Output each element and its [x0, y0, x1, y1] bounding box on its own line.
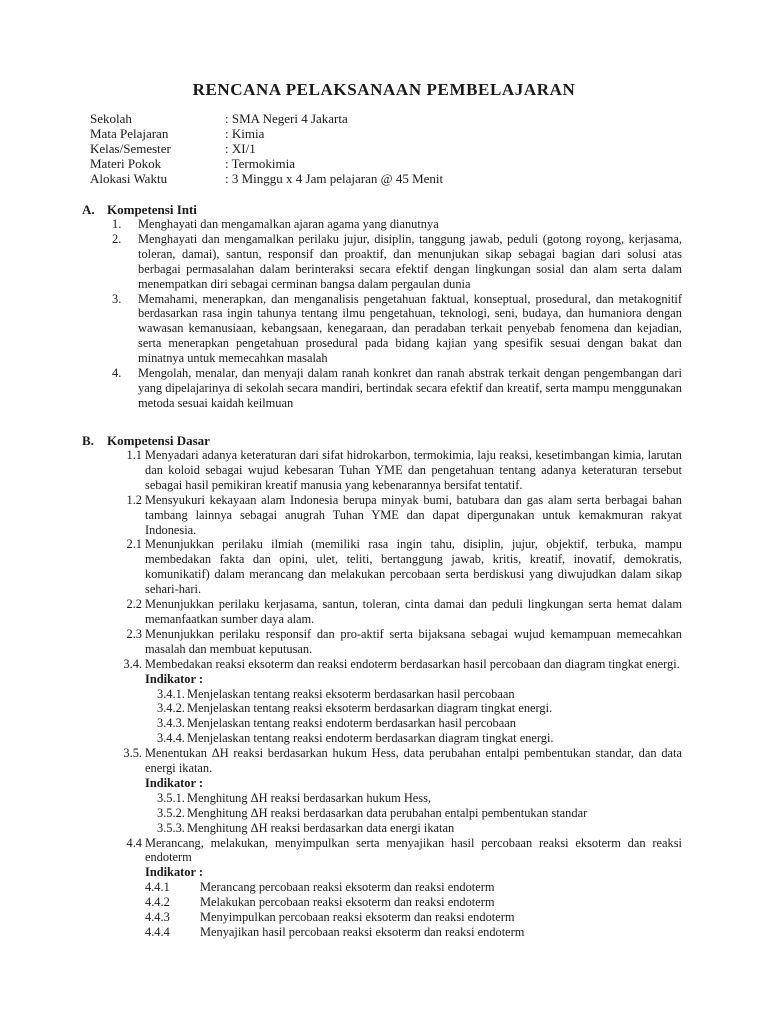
section-heading-text: Kompetensi Dasar [107, 433, 210, 448]
document-title: RENCANA PELAKSANAAN PEMBELAJARAN [192, 80, 576, 99]
indikator-text: Menyajikan hasil percobaan reaksi eksoterm dan reaksi endoterm [200, 925, 525, 939]
list-text: Menentukan ΔH reaksi berdasarkan hukum Hess, data perubahan entalpi pembentukan standar, dan data energi ikatan. [145, 746, 682, 776]
indikator-number: 4.4.4 [145, 925, 170, 939]
indikator-item [82, 910, 682, 925]
ki-list [82, 217, 682, 411]
indikator-item [82, 716, 682, 731]
info-label: Mata Pelajaran [90, 126, 169, 141]
indikator-number: 3.5.2. [157, 805, 185, 820]
list-number: 1.2 [126, 492, 142, 507]
list-text: Mensyukuri kekayaan alam Indonesia berupa minyak bumi, batubara dan gas alam serta berbagai bahan tambang lainnya sebagai anugrah Tuhan YME dan dapat dipergunakan untuk kemakmuran rakyat Indonesia. [145, 492, 682, 537]
indikator-item [82, 925, 682, 940]
info-row-mata-pelajaran [90, 126, 443, 141]
list-item [82, 366, 682, 411]
list-text: Menyadari adanya keteraturan dari sifat hidrokarbon, termokimia, laju reaksi, kesetimbangan kimia, larutan dan koloid sebagai wujud kebesaran Tuhan YME dan pengetahuan tentang adanya keteraturan tersebut sebagai hasil pemikiran kreatif manusia yang kebenarannya bersifat tentatif. [145, 448, 682, 492]
indikator-item [82, 895, 682, 910]
list-item [82, 448, 682, 493]
indikator-number: 4.4.3 [145, 910, 170, 925]
list-text: Menunjukkan perilaku kerjasama, santun, toleran, cinta damai dan peduli lingkungan serta hemat dalam memanfaatkan sumber daya alam. [145, 597, 682, 626]
indikator-text: Menjelaskan tentang reaksi eksoterm berdasarkan diagram tingkat energi. [187, 701, 553, 716]
indikator-item [82, 701, 682, 716]
list-item [82, 627, 682, 657]
list-number: 2.1 [126, 537, 142, 552]
indikator-text: Menghitung ΔH reaksi berdasarkan data energi ikatan [187, 820, 455, 835]
info-row-kelas-semester [90, 141, 443, 156]
section-kompetensi-dasar [82, 433, 682, 940]
info-value: : Kimia [225, 126, 265, 141]
indikator-text: Menjelaskan tentang reaksi eksoterm berdasarkan hasil percobaan [187, 686, 515, 701]
section-letter: A. [82, 202, 95, 217]
list-text: Membedakan reaksi eksoterm dan reaksi endoterm berdasarkan hasil percobaan dan diagram tingkat energi. [145, 656, 680, 671]
section-heading-text: Kompetensi Inti [107, 202, 197, 217]
list-text: Menghayati dan mengamalkan ajaran agama yang dianutnya [138, 217, 439, 231]
list-text: Menunjukkan perilaku ilmiah (memiliki rasa ingin tahu, disiplin, jujur, objektif, terbuka, mampu membedakan fakta dan opini, ulet, teliti, bertanggung jawab, kritis, kreatif, inovatif, demokratis, komunikatif) dalam merancang dan melakukan percobaan serta berdiskusi yang diwujudkan dalam sikap sehari-hari. [145, 537, 682, 597]
list-number: 2.2 [126, 597, 142, 612]
list-number: 1. [112, 217, 122, 231]
section-heading [82, 202, 682, 217]
indikator-number: 4.4.1 [145, 880, 170, 895]
indikator-heading: Indikator : [145, 671, 203, 686]
list-number: 1.1 [126, 448, 142, 462]
indikator-text: Menjelaskan tentang reaksi endoterm berdasarkan hasil percobaan [187, 716, 516, 731]
indikator-item [82, 806, 682, 821]
indikator-number: 3.4.2. [157, 701, 185, 716]
info-value: : Termokimia [225, 156, 295, 171]
list-item [82, 746, 682, 776]
info-label: Materi Pokok [90, 156, 162, 171]
section-letter: B. [82, 433, 94, 448]
section-kompetensi-inti [82, 202, 682, 411]
list-number: 2.3 [126, 626, 142, 641]
list-number: 4. [112, 366, 122, 381]
info-table [90, 111, 443, 186]
indikator-heading: Indikator : [145, 775, 203, 790]
info-label: Kelas/Semester [90, 141, 171, 156]
indikator-text: Melakukan percobaan reaksi eksoterm dan reaksi endoterm [200, 895, 495, 910]
list-text: Menghayati dan mengamalkan perilaku jujur, disiplin, tanggung jawab, peduli (gotong royong, kerjasama, toleran, damai), santun, responsif dan proaktif, dan menunjukan sikap sebagai bagian dari solusi atas berbagai permasalahan dalam berinteraksi secara efektif dengan lingkungan sosial dan alam serta dalam menempatkan diri sebagai cerminan bangsa dalam pergaulan dunia [138, 231, 682, 291]
indikator-number: 3.4.3. [157, 716, 185, 731]
list-text: Mengolah, menalar, dan menyaji dalam ranah konkret dan ranah abstrak terkait dengan pengembangan dari yang dipelajarinya di sekolah secara mandiri, bertindak secara efektif dan kreatif, serta mampu menggunakan metoda sesuai kaidah keilmuan [138, 366, 682, 410]
indikator-number: 3.5.3. [157, 820, 185, 835]
list-number: 3.5. [123, 746, 142, 761]
info-label: Sekolah [90, 111, 132, 126]
list-item [82, 217, 682, 232]
section-heading [82, 433, 682, 448]
indikator-item [82, 821, 682, 836]
indikator-number: 3.4.4. [157, 731, 185, 746]
list-item [82, 657, 682, 672]
indikator-item [82, 880, 682, 895]
list-item [82, 232, 682, 292]
indikator-item [82, 791, 682, 806]
indikator-text: Menjelaskan tentang reaksi endoterm berdasarkan diagram tingkat energi. [187, 731, 554, 746]
info-row-materi-pokok [90, 156, 443, 171]
indikator-item [82, 687, 682, 702]
list-number: 2. [112, 231, 122, 246]
info-row-alokasi-waktu [90, 171, 443, 186]
indikator-text: Menghitung ΔH reaksi berdasarkan hukum Hess, [187, 790, 432, 805]
list-item [82, 597, 682, 627]
list-item [82, 292, 682, 367]
indikator-item [82, 731, 682, 746]
list-item [82, 537, 682, 597]
indikator-text: Merancang percobaan reaksi eksoterm dan reaksi endoterm [200, 880, 495, 895]
list-number: 3.4. [123, 656, 142, 671]
indikator-number: 3.4.1. [157, 686, 185, 701]
list-text: Menunjukkan perilaku responsif dan pro-aktif serta bijaksana sebagai wujud kemampuan memecahkan masalah dan membuat keputusan. [145, 626, 682, 656]
info-value: : 3 Minggu x 4 Jam pelajaran @ 45 Menit [225, 171, 444, 186]
info-value: : SMA Negeri 4 Jakarta [225, 111, 348, 126]
list-text: Merancang, melakukan, menyimpulkan serta menyajikan hasil percobaan reaksi eksoterm dan reaksi endoterm [145, 835, 682, 865]
indikator-text: Menghitung ΔH reaksi berdasarkan data perubahan entalpi pembentukan standar [187, 805, 588, 820]
list-text: Memahami, menerapkan, dan menganalisis pengetahuan faktual, konseptual, prosedural, dan metakognitif berdasarkan rasa ingin tahunya tentang ilmu pengetahuan, teknologi, seni, budaya, dan humaniora dengan wawasan kemanusiaan, kebangsaan, kenegaraan, dan peradaban terkait penyebab fenomena dan kejadian, serta menerapkan pengetahuan prosedural pada bidang kajian yang spesifik sesuai dengan bakat dan minatnya untuk memecahkan masalah [138, 291, 682, 366]
info-value: : XI/1 [225, 141, 256, 156]
indikator-number: 4.4.2 [145, 895, 170, 910]
indikator-text: Menyimpulkan percobaan reaksi eksoterm dan reaksi endoterm [200, 910, 515, 925]
list-number: 3. [112, 291, 122, 306]
indikator-heading: Indikator : [145, 865, 203, 880]
list-item [82, 836, 682, 866]
info-label: Alokasi Waktu [90, 171, 168, 186]
indikator-number: 3.5.1. [157, 790, 185, 805]
info-row-sekolah [90, 111, 443, 126]
list-number: 4.4 [126, 835, 142, 850]
list-item [82, 493, 682, 538]
